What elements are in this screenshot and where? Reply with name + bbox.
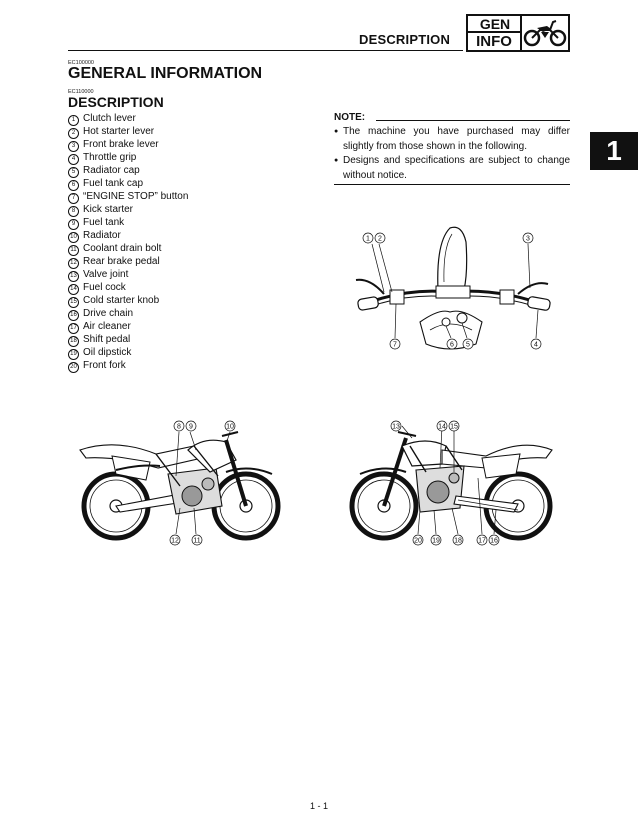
part-label: Radiator	[83, 230, 121, 241]
parts-list-item	[68, 139, 188, 152]
part-number-badge: 20	[68, 362, 79, 373]
parts-list-item	[68, 243, 188, 256]
part-number-badge: 16	[68, 310, 79, 321]
parts-list-item	[68, 321, 188, 334]
part-number-badge: 8	[68, 206, 79, 217]
part-number-badge: 10	[68, 232, 79, 243]
callout-label: 15	[450, 423, 458, 431]
part-number-badge: 12	[68, 258, 79, 269]
page-heading: GENERAL INFORMATION	[68, 65, 263, 82]
callout-label: 16	[490, 537, 498, 545]
callout-label: 4	[534, 341, 538, 349]
part-number-badge: 14	[68, 284, 79, 295]
parts-list-item	[68, 191, 188, 204]
part-label: Coolant drain bolt	[83, 243, 162, 254]
part-label: Front brake lever	[83, 139, 159, 150]
part-number-badge: 4	[68, 154, 79, 165]
note-item: ● The machine you have purchased may differ slightly from those shown in the following.	[334, 125, 570, 154]
callout-label: 11	[193, 537, 201, 545]
parts-list-item	[68, 165, 188, 178]
part-number-badge: 3	[68, 141, 79, 152]
parts-list-item	[68, 295, 188, 308]
part-label: Valve joint	[83, 269, 129, 280]
part-label: Front fork	[83, 360, 126, 371]
part-number-badge: 1	[68, 115, 79, 126]
part-label: Fuel tank	[83, 217, 125, 228]
subsection-code: EC110000	[68, 89, 94, 95]
parts-list-item	[68, 126, 188, 139]
note-top-rule	[376, 120, 570, 121]
subsection-heading: DESCRIPTION	[68, 94, 164, 110]
part-number-badge: 5	[68, 167, 79, 178]
callout-label: 19	[432, 537, 440, 545]
callout-label: 1	[366, 235, 370, 243]
tab-info-label: INFO	[468, 31, 520, 51]
callout-label: 6	[450, 341, 454, 349]
tab-divider	[520, 16, 522, 50]
parts-list	[68, 113, 188, 373]
parts-list-item	[68, 334, 188, 347]
handlebar-illustration	[350, 222, 565, 357]
parts-list-item	[68, 204, 188, 217]
section-title: DESCRIPTION	[359, 32, 451, 47]
section-code: EC100000	[68, 60, 94, 66]
parts-list-item	[68, 230, 188, 243]
part-label: Throttle grip	[83, 152, 137, 163]
part-label: Clutch lever	[83, 113, 136, 124]
part-label: Air cleaner	[83, 321, 131, 332]
callout-label: 7	[393, 341, 397, 349]
parts-list-item	[68, 360, 188, 373]
part-label: Oil dipstick	[83, 347, 132, 358]
part-number-badge: 13	[68, 271, 79, 282]
callout-label: 8	[177, 423, 181, 431]
page-number: 1 - 1	[309, 801, 328, 811]
callout-label: 3	[526, 235, 530, 243]
parts-list-item	[68, 217, 188, 230]
header-rule	[68, 50, 463, 51]
parts-list-item	[68, 269, 188, 282]
part-number-badge: 11	[68, 245, 79, 256]
part-label: Radiator cap	[83, 165, 140, 176]
part-number-badge: 18	[68, 336, 79, 347]
parts-list-item	[68, 282, 188, 295]
part-number-badge: 9	[68, 219, 79, 230]
left-side-bike-illustration	[76, 416, 286, 550]
callout-label: 9	[189, 423, 193, 431]
gen-info-tab	[466, 14, 570, 52]
callout-label: 18	[454, 537, 462, 545]
callout-label: 10	[226, 423, 234, 431]
part-label: Rear brake pedal	[83, 256, 160, 267]
part-number-badge: 6	[68, 180, 79, 191]
part-label: Shift pedal	[83, 334, 131, 345]
part-label: Kick starter	[83, 204, 134, 215]
note-bottom-rule	[334, 184, 570, 185]
callout-label: 13	[392, 423, 400, 431]
callout-label: 12	[171, 537, 179, 545]
note-list	[334, 125, 570, 183]
tab-gen-label: GEN	[479, 16, 511, 32]
part-number-badge: 7	[68, 193, 79, 204]
part-number-badge: 2	[68, 128, 79, 139]
right-side-bike-illustration	[346, 416, 558, 550]
part-label: Fuel cock	[83, 282, 126, 293]
parts-list-item	[68, 152, 188, 165]
chapter-tab: 1	[590, 132, 638, 170]
part-label: Fuel tank cap	[83, 178, 144, 189]
part-label: Drive chain	[83, 308, 134, 319]
parts-list-item	[68, 178, 188, 191]
callout-label: 5	[466, 341, 470, 349]
callout-label: 2	[378, 235, 382, 243]
note-label: NOTE:	[334, 112, 366, 123]
parts-list-item	[68, 308, 188, 321]
parts-list-item	[68, 256, 188, 269]
part-number-badge: 15	[68, 297, 79, 308]
part-number-badge: 19	[68, 349, 79, 360]
callout-label: 17	[478, 537, 486, 545]
part-number-badge: 17	[68, 323, 79, 334]
note-item: ● Designs and specifications are subject to change without notice.	[334, 154, 570, 183]
callout-label: 20	[414, 537, 422, 545]
parts-list-item	[68, 113, 188, 126]
parts-list-item	[68, 347, 188, 360]
part-label: Hot starter lever	[83, 126, 155, 137]
motocross-bike-icon	[523, 18, 567, 48]
part-label: Cold starter knob	[83, 295, 160, 306]
part-label: “ENGINE STOP” button	[83, 191, 189, 202]
callout-label: 14	[438, 423, 446, 431]
